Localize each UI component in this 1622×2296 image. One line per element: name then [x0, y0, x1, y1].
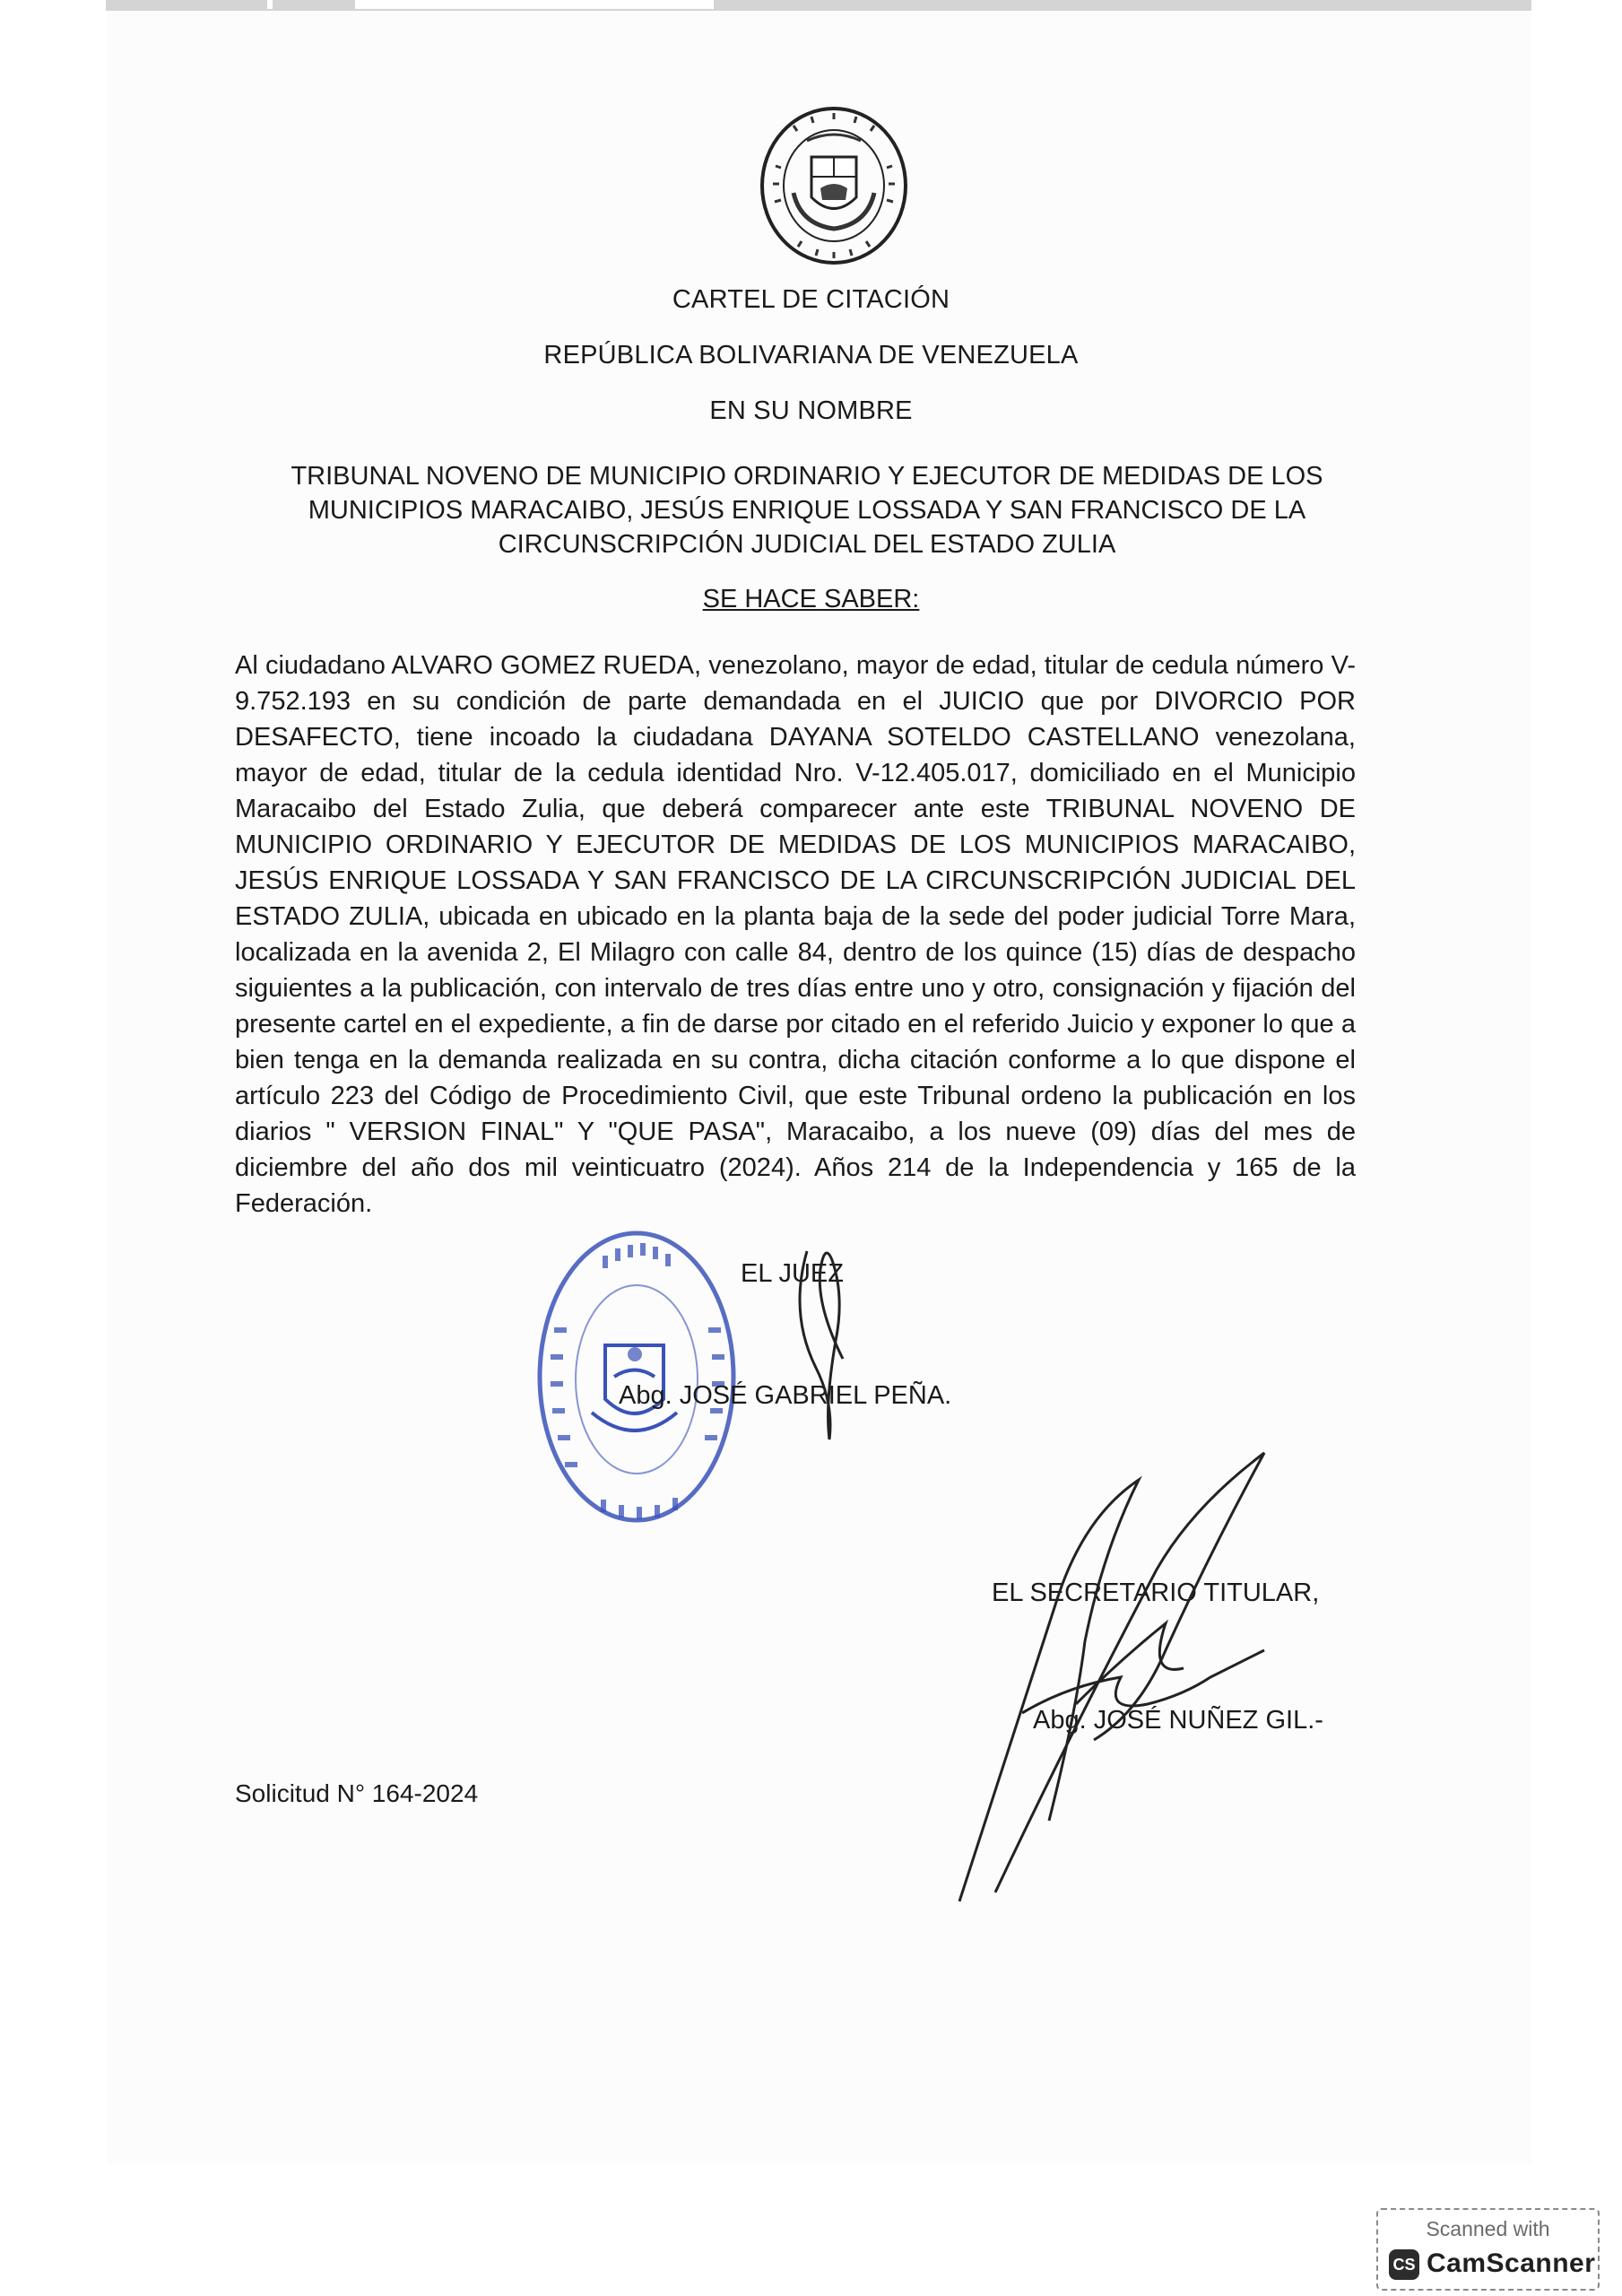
camscanner-watermark	[1376, 2208, 1600, 2291]
secretary-signature-icon	[941, 1444, 1318, 1910]
request-number: Solicitud N° 164-2024	[235, 1779, 479, 1807]
supreme-court-seal-icon	[758, 103, 910, 269]
court-name-line: TRIBUNAL NOVENO DE MUNICIPIO ORDINARIO Y EJECUTOR DE MEDIDAS DE LOS	[291, 462, 1323, 491]
camscanner-logo-icon: CS	[1389, 2249, 1419, 2280]
judge-signature-icon	[780, 1233, 879, 1457]
judge-title: EL JUEZ	[741, 1259, 844, 1288]
in-name-heading: EN SU NOMBRE	[709, 396, 913, 425]
watermark-caption: Scanned with	[1426, 2217, 1550, 2240]
judge-name: Abg. JOSÉ GABRIEL PEÑA.	[619, 1381, 952, 1410]
scan-edge-gap	[355, 0, 714, 9]
scan-top-edge	[106, 0, 1531, 11]
citation-body: Al ciudadano ALVARO GOMEZ RUEDA, venezolano, mayor de edad, titular de cedula número V-9.752.193 en su condición de parte demandada en el JUICIO que por DIVORCIO POR DESAFECTO, tiene incoado la ciudadana DAYANA SOTELDO CASTELLANO venezolana, mayor de edad, titular de la cedula identidad Nro. V-12.405.017, domiciliado en el Municipio Maracaibo del Estado Zulia, que deberá comparecer ante este TRIBUNAL NOVENO DE MUNICIPIO ORDINARIO Y EJECUTOR DE MEDIDAS DE LOS MUNICIPIOS MARACAIBO, JESÚS ENRIQUE LOSSADA Y SAN FRANCISCO DE LA CIRCUNSCRIPCIÓN JUDICIAL DEL ESTADO ZULIA, ubicada en ubicado en la planta baja de la sede del poder judicial Torre Mara, localizada en la avenida 2, El Milagro con calle 84, dentro de los quince (15) días de despacho siguientes a la publicación, con intervalo de tres días entre uno y otro, consignación y fijación del presente cartel en el expediente, a fin de darse por citado en el referido Juicio y exponer lo que a bien tenga en la demanda realizada en su contra, dicha citación conforme a lo que dispone el artículo 223 del Código de Procedimiento Civil, que este Tribunal ordeno la publicación en los diarios " VERSION FINAL" Y "QUE PASA", Maracaibo, a los nueve (09) días del mes de diciembre del año dos mil veinticuatro (2024). Años 214 de la Independencia y 165 de la Federación.	[235, 651, 1356, 1218]
court-name-line: MUNICIPIOS MARACAIBO, JESÚS ENRIQUE LOSSADA Y SAN FRANCISCO DE LA	[308, 496, 1306, 525]
republic-heading: REPÚBLICA BOLIVARIANA DE VENEZUELA	[543, 341, 1079, 370]
notice-heading: SE HACE SABER:	[702, 585, 920, 613]
watermark-brand: CamScanner	[1427, 2248, 1596, 2278]
document-title: CARTEL DE CITACIÓN	[672, 285, 950, 314]
secretary-title: EL SECRETARIO TITULAR,	[992, 1578, 1320, 1607]
court-name-line: CIRCUNSCRIPCIÓN JUDICIAL DEL ESTADO ZULIA	[498, 530, 1116, 559]
scan-edge-gap	[267, 0, 273, 9]
court-name	[269, 459, 1345, 561]
secretary-name: Abg. JOSÉ NUÑEZ GIL.-	[1033, 1706, 1323, 1735]
